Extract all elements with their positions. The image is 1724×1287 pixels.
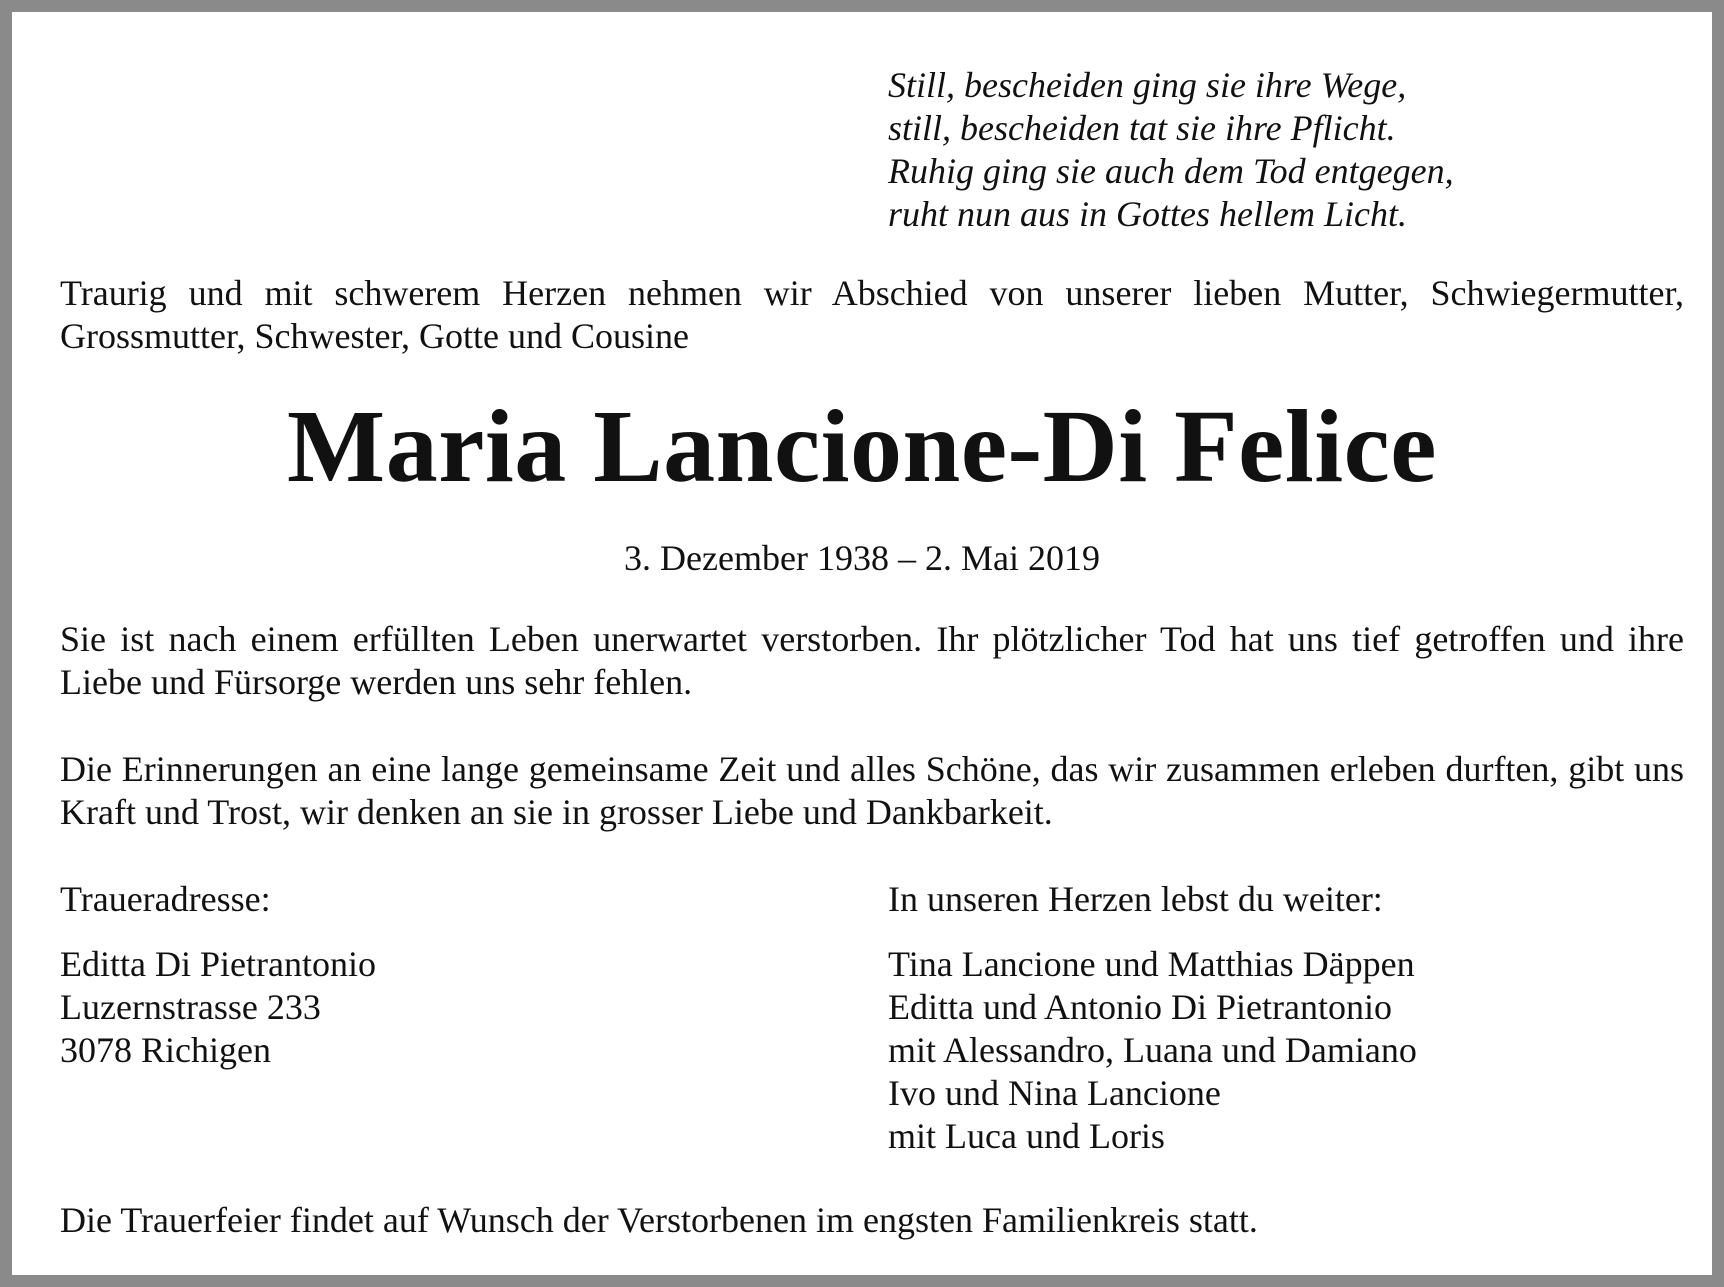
address-line: 3078 Richigen xyxy=(60,1030,271,1070)
poem-line: still, bescheiden tat sie ihre Pflicht. xyxy=(888,108,1396,148)
life-dates: 3. Dezember 1938 – 2. Mai 2019 xyxy=(624,538,1100,578)
family-line: mit Luca und Loris xyxy=(888,1116,1165,1156)
deceased-name: Maria Lancione-Di Felice xyxy=(287,389,1437,504)
family-heading: In unseren Herzen lebst du weiter: xyxy=(888,879,1383,919)
intro-text: Traurig und mit schwerem Herzen nehmen wir Abschied von unserer lieben Mutter, Schwiegermutter, Grossmutter, Schwester, Gotte und Cousine xyxy=(60,273,1684,356)
family-line: Ivo und Nina Lancione xyxy=(888,1073,1221,1113)
address-line: Luzernstrasse 233 xyxy=(60,987,321,1027)
family-list xyxy=(888,878,1417,1158)
paragraph: Die Erinnerungen an eine lange gemeinsame Zeit und alles Schöne, das wir zusammen erleben durften, gibt uns Kraft und Trost, wir denken an sie in grosser Liebe und Dankbarkeit. xyxy=(60,749,1684,832)
mourning-address xyxy=(60,878,376,1072)
paragraph: Sie ist nach einem erfüllten Leben unerwartet verstorben. Ihr plötzlicher Tod hat uns tief getroffen und ihre Liebe und Fürsorge werden uns sehr fehlen. xyxy=(60,619,1684,702)
poem-line: Still, bescheiden ging sie ihre Wege, xyxy=(888,65,1407,105)
mourning-address-heading: Traueradresse: xyxy=(60,879,271,919)
obituary-page xyxy=(12,12,1712,1275)
closing-note: Die Trauerfeier findet auf Wunsch der Verstorbenen im engsten Familienkreis statt. xyxy=(60,1200,1258,1240)
poem xyxy=(888,64,1454,236)
family-line: Editta und Antonio Di Pietrantonio xyxy=(888,987,1392,1027)
poem-line: Ruhig ging sie auch dem Tod entgegen, xyxy=(888,151,1454,191)
family-line: Tina Lancione und Matthias Däppen xyxy=(888,944,1415,984)
family-line: mit Alessandro, Luana und Damiano xyxy=(888,1030,1417,1070)
address-line: Editta Di Pietrantonio xyxy=(60,944,376,984)
poem-line: ruht nun aus in Gottes hellem Licht. xyxy=(888,194,1407,234)
